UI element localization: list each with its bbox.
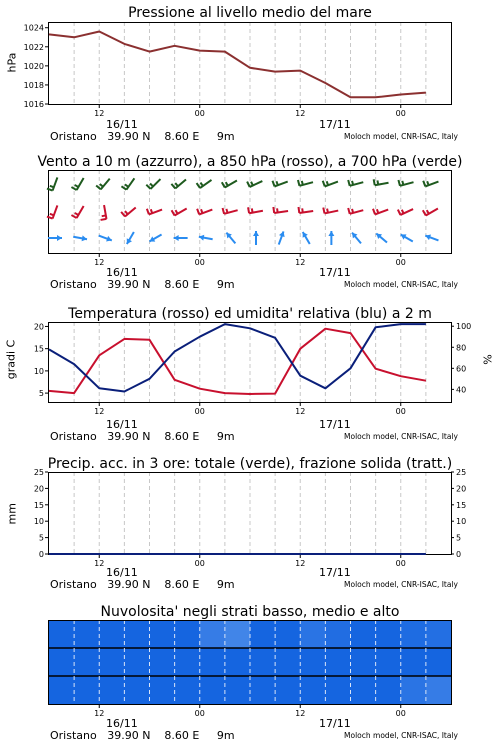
pressure-series-line: [49, 32, 426, 98]
wind-shaft: [104, 205, 106, 219]
wind-arrow-10m: [174, 235, 188, 241]
wind-barb-flag: [327, 209, 328, 213]
temperature-chart-title: Temperatura (rosso) ed umidita' relativa (blu) a 2 m: [68, 306, 432, 322]
location-label: Oristano 39.90 N 8.60 E 9m: [50, 430, 235, 443]
wind-barb-flag: [197, 209, 199, 215]
wind-barb-flag: [47, 189, 53, 191]
cloud-cell-alto: [124, 620, 150, 648]
y-tick-label: 15: [33, 500, 44, 510]
model-credit: Moloch model, CNR-ISAC, Italy: [344, 731, 458, 740]
cloud-cell-alto: [351, 620, 377, 648]
date-label-day1: 16/11: [106, 566, 138, 579]
y-tick-label: 10: [33, 517, 44, 527]
wind-barb-flag: [71, 187, 76, 190]
cloud-cell-alto: [150, 620, 176, 648]
cloud-cell-basso: [351, 676, 377, 704]
cloud-cell-medio: [99, 648, 125, 676]
wind-barb-flag: [348, 208, 350, 214]
cloud-cell-medio: [74, 648, 100, 676]
wind-barb-flag: [125, 211, 128, 214]
x-tick-label: 12: [94, 709, 105, 718]
location-label: Oristano 39.90 N 8.60 E 9m: [50, 130, 235, 143]
wind-barb-flag: [348, 180, 350, 186]
x-tick-label: 00: [395, 407, 406, 416]
cloud-cell-basso: [74, 676, 100, 704]
cloud-cell-basso: [124, 676, 150, 704]
y-tick-label: 5: [38, 533, 44, 543]
humidity-series-line: [49, 324, 426, 391]
wind-barb-flag: [50, 186, 54, 187]
location-label: Oristano 39.90 N 8.60 E 9m: [50, 578, 235, 591]
wind-barb-flag: [427, 210, 429, 214]
wind-barb-flag: [273, 207, 274, 213]
wind-shaft: [299, 211, 313, 213]
cloud-cell-basso: [300, 676, 326, 704]
wind-barb-flag: [100, 184, 103, 187]
cloud-cell-alto: [99, 620, 125, 648]
y-tick-label: 0: [456, 550, 462, 559]
cloud-cell-alto: [300, 620, 326, 648]
x-tick-label: 00: [194, 258, 205, 267]
y-tick-label: 5: [38, 389, 44, 399]
cloud-cell-alto: [175, 620, 201, 648]
wind-shaft: [101, 179, 110, 190]
wind-barb-flag: [298, 180, 300, 186]
y-tick-label: 5: [456, 533, 462, 543]
wind-barb-700hpa: [197, 180, 212, 188]
cloud-cell-alto: [74, 620, 100, 648]
wind-barb-flag: [402, 210, 404, 214]
wind-barb-flag: [200, 183, 202, 186]
y-tick-label: 15: [33, 344, 44, 354]
wind-arrow-10m: [149, 235, 161, 242]
x-tick-label: 00: [194, 109, 205, 118]
wind-arrow-10m: [48, 235, 62, 241]
y-tick-label: 1016: [23, 100, 44, 109]
precip-chart-title: Precip. acc. in 3 ore: totale (verde), frazione solida (tratt.): [47, 456, 453, 472]
date-label-day2: 17/11: [319, 717, 351, 730]
wind-barb-flag: [423, 210, 426, 215]
wind-barb-flag: [175, 183, 178, 186]
wind-barb-700hpa: [146, 179, 160, 189]
cloud-cell-alto: [325, 620, 351, 648]
cloud-cell-medio: [150, 648, 176, 676]
cloud-cell-alto: [200, 620, 226, 648]
wind-barb-flag: [272, 181, 274, 187]
x-tick-label: 00: [194, 709, 205, 718]
y-tick-label: 1024: [23, 23, 44, 33]
wind-barb-flag: [377, 180, 378, 184]
wind-barb-flag: [201, 209, 202, 213]
cloud-cell-medio: [175, 648, 201, 676]
cloud-cell-basso: [426, 676, 452, 704]
wind-arrow-10m: [401, 234, 413, 241]
y-tick-label: 80: [456, 343, 467, 353]
y-tick-label: 0: [38, 550, 44, 559]
cloud-cell-medio: [376, 648, 402, 676]
wind-barb-flag: [96, 186, 101, 190]
x-tick-label: 00: [395, 709, 406, 718]
wind-barb-flag: [226, 182, 228, 186]
cloud-cell-medio: [426, 648, 452, 676]
date-label-day1: 16/11: [106, 118, 138, 131]
y-tick-label: 100: [456, 322, 472, 332]
wind-arrow-head: [328, 231, 334, 236]
date-label-day2: 17/11: [319, 118, 351, 131]
wind-barb-flag: [147, 209, 149, 215]
cloud-cell-basso: [99, 676, 125, 704]
wind-barb-flag: [398, 180, 400, 186]
pressure-y-axis-label: hPa: [5, 52, 19, 73]
x-tick-label: 00: [395, 559, 406, 568]
x-tick-label: 12: [295, 559, 306, 568]
wind-arrow-head: [253, 231, 259, 236]
y-tick-label: 20: [33, 484, 44, 494]
cloud-cell-medio: [124, 648, 150, 676]
wind-arrow-10m: [352, 233, 361, 244]
date-label-day2: 17/11: [319, 566, 351, 579]
cloud-cell-basso: [150, 676, 176, 704]
cloud-cell-basso: [325, 676, 351, 704]
wind-barb-flag: [302, 208, 303, 212]
cloud-cell-medio: [250, 648, 276, 676]
wind-barb-flag: [377, 209, 378, 213]
wind-arrow-10m: [425, 234, 438, 240]
cloud-cell-basso: [376, 676, 402, 704]
wind-barb-flag: [251, 182, 253, 186]
cloud-cell-basso: [275, 676, 301, 704]
cloud-cell-alto: [275, 620, 301, 648]
wind-barb-850hpa: [172, 209, 187, 216]
wind-shaft: [249, 211, 263, 213]
wind-barb-flag: [50, 214, 54, 215]
cloud-cell-alto: [376, 620, 402, 648]
wind-barb-flag: [276, 181, 277, 185]
y-tick-label: 10: [456, 517, 467, 527]
wind-barb-flag: [298, 207, 299, 213]
x-tick-label: 12: [94, 109, 105, 118]
x-tick-label: 12: [94, 559, 105, 568]
cloud-cell-alto: [250, 620, 276, 648]
cloud-cell-basso: [200, 676, 226, 704]
cloud-cell-medio: [300, 648, 326, 676]
cloud-cell-medio: [325, 648, 351, 676]
wind-barb-flag: [427, 181, 428, 185]
y-tick-label: 1018: [23, 80, 44, 90]
wind-barb-flag: [374, 179, 375, 185]
wind-barb-700hpa: [272, 181, 287, 187]
wind-barb-flag: [121, 186, 126, 189]
wind-barb-700hpa: [247, 181, 262, 187]
pressure-chart: [23, 22, 458, 118]
x-tick-label: 12: [295, 407, 306, 416]
wind-barb-flag: [75, 213, 79, 215]
cloud-cell-medio: [275, 648, 301, 676]
location-label: Oristano 39.90 N 8.60 E 9m: [50, 278, 235, 291]
wind-barb-flag: [352, 181, 353, 185]
wind-arrow-10m: [199, 235, 213, 241]
cloud-cell-alto: [401, 620, 427, 648]
model-credit: Moloch model, CNR-ISAC, Italy: [344, 432, 458, 441]
wind-barb-flag: [323, 181, 325, 187]
wind-barb-flag: [75, 185, 79, 187]
wind-barb-flag: [402, 181, 403, 185]
wind-barb-flag: [102, 215, 106, 216]
x-tick-label: 00: [194, 559, 205, 568]
date-label-day1: 16/11: [106, 717, 138, 730]
wind-barb-flag: [327, 181, 328, 185]
wind-barb-850hpa: [71, 206, 83, 218]
wind-barb-flag: [47, 217, 53, 219]
wind-barb-850hpa: [423, 209, 438, 216]
wind-shaft: [53, 177, 58, 190]
cloud-cell-basso: [250, 676, 276, 704]
wind-barb-flag: [247, 182, 250, 187]
cloud-cell-alto: [49, 620, 75, 648]
wind-barb-700hpa: [323, 181, 338, 187]
wind-arrow-10m: [303, 232, 310, 244]
wind-barb-flag: [302, 181, 303, 185]
wind-barb-700hpa: [222, 181, 237, 188]
wind-arrow-10m: [99, 236, 112, 242]
wind-barb-flag: [101, 219, 107, 220]
cloud-cell-medio: [49, 648, 75, 676]
wind-barb-850hpa: [373, 209, 388, 215]
x-tick-label: 00: [194, 407, 205, 416]
cloud-cell-medio: [200, 648, 226, 676]
wind-arrow-10m: [226, 233, 235, 244]
precip-y-axis-label: mm: [5, 503, 19, 525]
wind-barb-flag: [252, 208, 253, 212]
wind-barb-850hpa: [147, 209, 162, 215]
x-tick-label: 12: [295, 258, 306, 267]
date-label-day1: 16/11: [106, 266, 138, 279]
wind-barb-flag: [150, 184, 153, 187]
wind-barb-flag: [71, 215, 76, 218]
wind-barb-flag: [248, 207, 249, 213]
wind-barb-850hpa: [121, 208, 136, 217]
wind-barb-850hpa: [101, 205, 107, 220]
x-tick-label: 12: [94, 407, 105, 416]
wind-barb-flag: [352, 209, 353, 213]
cloud-cell-basso: [401, 676, 427, 704]
wind-arrow-10m: [127, 232, 134, 244]
precipitation-chart: [33, 468, 467, 568]
wind-barb-850hpa: [398, 209, 413, 215]
y-tick-label: 15: [456, 500, 467, 510]
cloud-cell-basso: [49, 676, 75, 704]
wind-barb-850hpa: [197, 209, 212, 215]
location-label: Oristano 39.90 N 8.60 E 9m: [50, 729, 235, 742]
wind-barb-flag: [151, 209, 152, 213]
x-tick-label: 00: [395, 109, 406, 118]
wind-shaft: [126, 178, 134, 189]
cloud-cell-medio: [351, 648, 377, 676]
wind-arrow-10m: [279, 231, 285, 244]
wind-shaft: [53, 205, 58, 218]
wind-barb-700hpa: [171, 180, 186, 189]
wind-barb-700hpa: [71, 178, 83, 190]
wind-barb-flag: [373, 209, 375, 215]
wind-barb-flag: [175, 210, 177, 214]
wind-barb-flag: [222, 182, 225, 187]
cloud-chart-title: Nuvolosita' negli strati basso, medio e alto: [100, 604, 400, 620]
wind-barb-700hpa: [121, 178, 134, 189]
y-tick-label: 1020: [23, 61, 44, 71]
date-label-day2: 17/11: [319, 418, 351, 431]
wind-barb-flag: [223, 208, 225, 214]
y-tick-label: 10: [33, 366, 44, 376]
model-credit: Moloch model, CNR-ISAC, Italy: [344, 580, 458, 589]
y-tick-label: 25: [33, 468, 44, 477]
pressure-chart-title: Pressione al livello medio del mare: [128, 5, 372, 21]
wind-shaft: [77, 178, 84, 190]
x-tick-label: 12: [94, 258, 105, 267]
wind-arrow-head: [57, 235, 62, 241]
date-label-day2: 17/11: [319, 266, 351, 279]
cloud-cell-alto: [225, 620, 251, 648]
cloudiness-chart: [48, 620, 458, 720]
wind-barb-flag: [323, 208, 324, 214]
date-label-day1: 16/11: [106, 418, 138, 431]
wind-shaft: [151, 179, 161, 189]
wind-barb-flag: [172, 210, 175, 215]
model-credit: Moloch model, CNR-ISAC, Italy: [344, 280, 458, 289]
model-credit: Moloch model, CNR-ISAC, Italy: [344, 132, 458, 141]
y-tick-label: 40: [456, 385, 467, 395]
wind-arrow-10m: [376, 234, 387, 243]
wind-barb-flag: [125, 184, 128, 186]
x-tick-label: 12: [295, 109, 306, 118]
cloud-cell-basso: [175, 676, 201, 704]
wind-arrow-10m: [253, 231, 259, 245]
wind-barb-flag: [277, 208, 278, 212]
cloud-cell-medio: [225, 648, 251, 676]
wind-shaft: [274, 211, 288, 213]
y-tick-label: 20: [456, 484, 467, 494]
cloud-cell-basso: [225, 676, 251, 704]
humidity-y-axis-label: %: [481, 354, 495, 365]
wind-chart-title: Vento a 10 m (azzurro), a 850 hPa (rosso), a 700 hPa (verde): [37, 154, 463, 170]
wind-arrow-10m: [328, 231, 334, 245]
wind-barb-flag: [226, 209, 227, 213]
temperature-y-axis-label: gradi C: [4, 339, 18, 380]
y-tick-label: 1022: [23, 42, 44, 52]
wind-barb-700hpa: [96, 179, 110, 190]
wind-barb-flag: [398, 210, 401, 215]
cloud-cell-medio: [401, 648, 427, 676]
wind-shaft: [77, 206, 84, 218]
wind-shaft: [375, 183, 389, 185]
y-tick-label: 25: [456, 468, 467, 477]
wind-barb-flag: [197, 183, 200, 188]
wind-arrow-10m: [73, 235, 87, 241]
cloud-cell-alto: [426, 620, 452, 648]
wind-barb-700hpa: [423, 181, 438, 187]
y-tick-label: 20: [33, 322, 44, 332]
wind-barb-flag: [423, 181, 425, 187]
wind-chart: [48, 170, 458, 267]
y-tick-label: 60: [456, 364, 467, 374]
x-tick-label: 00: [395, 258, 406, 267]
x-tick-label: 12: [295, 709, 306, 718]
temperature-humidity-chart: [33, 322, 472, 420]
